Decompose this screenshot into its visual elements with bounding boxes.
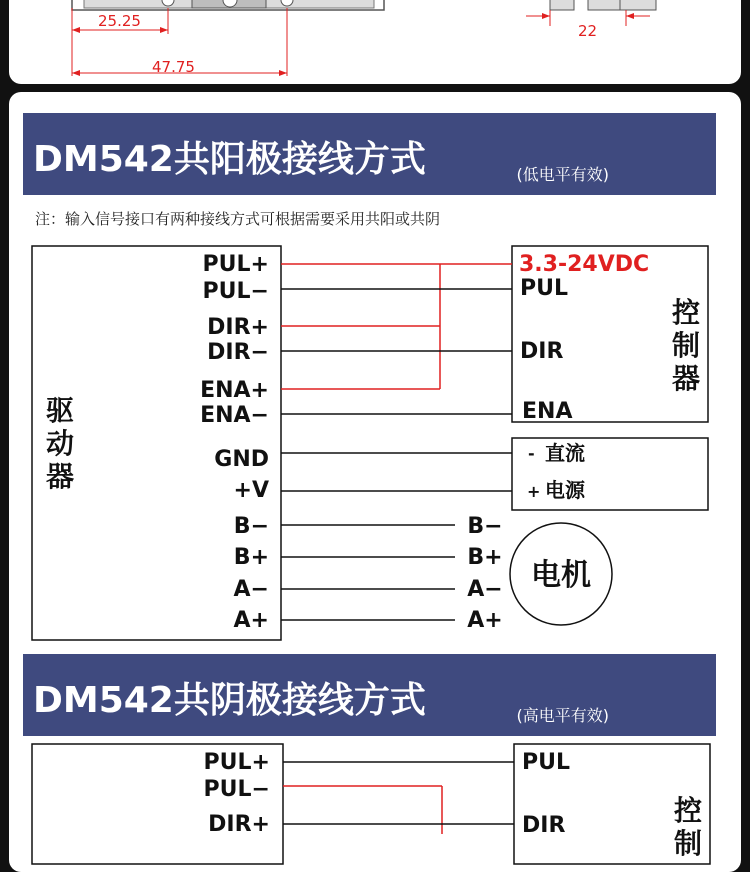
driver-pin: DIR−: [207, 340, 269, 365]
motor-pin: B+: [467, 545, 503, 570]
driver-pin: DIR+: [208, 812, 270, 837]
dc-label-top: 直流: [545, 441, 585, 465]
controller-pin: PUL: [520, 276, 569, 301]
controller-pin: DIR: [520, 339, 564, 364]
driver-label-3: 器: [46, 460, 75, 493]
dc-label-bottom: 电源: [545, 478, 585, 502]
driver-pin: PUL−: [203, 777, 270, 802]
driver-pin: DIR+: [207, 315, 269, 340]
dc-plus-sign: +: [527, 482, 541, 501]
section2-title: DM542共阴极接线方式: [33, 680, 426, 721]
driver-label-1: 驱: [46, 394, 75, 427]
section1-title: DM542共阳极接线方式: [33, 139, 426, 180]
controller-label-1: 控: [674, 794, 703, 827]
motor-label: 电机: [531, 558, 591, 593]
controller-pin: DIR: [522, 813, 566, 838]
section2-subtitle: (高电平有效): [516, 706, 609, 725]
dc-minus-sign: -: [528, 444, 535, 463]
motor-pin: A+: [467, 608, 503, 633]
motor-pin: A−: [467, 577, 503, 602]
driver-pin: ENA−: [200, 403, 269, 428]
driver-pin: +V: [233, 478, 269, 503]
driver-pin: A−: [233, 577, 269, 602]
controller-label-3: 器: [672, 362, 701, 395]
wiring-note: 注：输入信号接口有两种接线方式可根据需要采用共阳或共阴: [35, 210, 441, 228]
driver-pin: PUL+: [203, 750, 270, 775]
controller-pin: ENA: [522, 399, 573, 424]
controller-label-2: 制: [674, 827, 703, 860]
driver-label-2: 动: [46, 427, 75, 460]
controller-supply: 3.3-24VDC: [519, 252, 650, 277]
controller-pin: PUL: [522, 750, 571, 775]
section1-subtitle: (低电平有效): [516, 165, 609, 184]
dim-label-b: 47.75: [152, 58, 195, 76]
motor-pin: B−: [467, 514, 503, 539]
driver-pin: B−: [233, 514, 269, 539]
driver-pin: PUL−: [202, 279, 269, 304]
driver-pin: PUL+: [202, 252, 269, 277]
dim-label-a: 25.25: [98, 12, 141, 30]
driver-pin: GND: [214, 447, 269, 472]
controller-label-2: 制: [672, 329, 701, 362]
controller-label-1: 控: [672, 296, 701, 329]
dim-label-r: 22: [578, 22, 598, 40]
driver-pin: ENA+: [200, 378, 269, 403]
driver-pin: B+: [233, 545, 269, 570]
driver-pin: A+: [233, 608, 269, 633]
